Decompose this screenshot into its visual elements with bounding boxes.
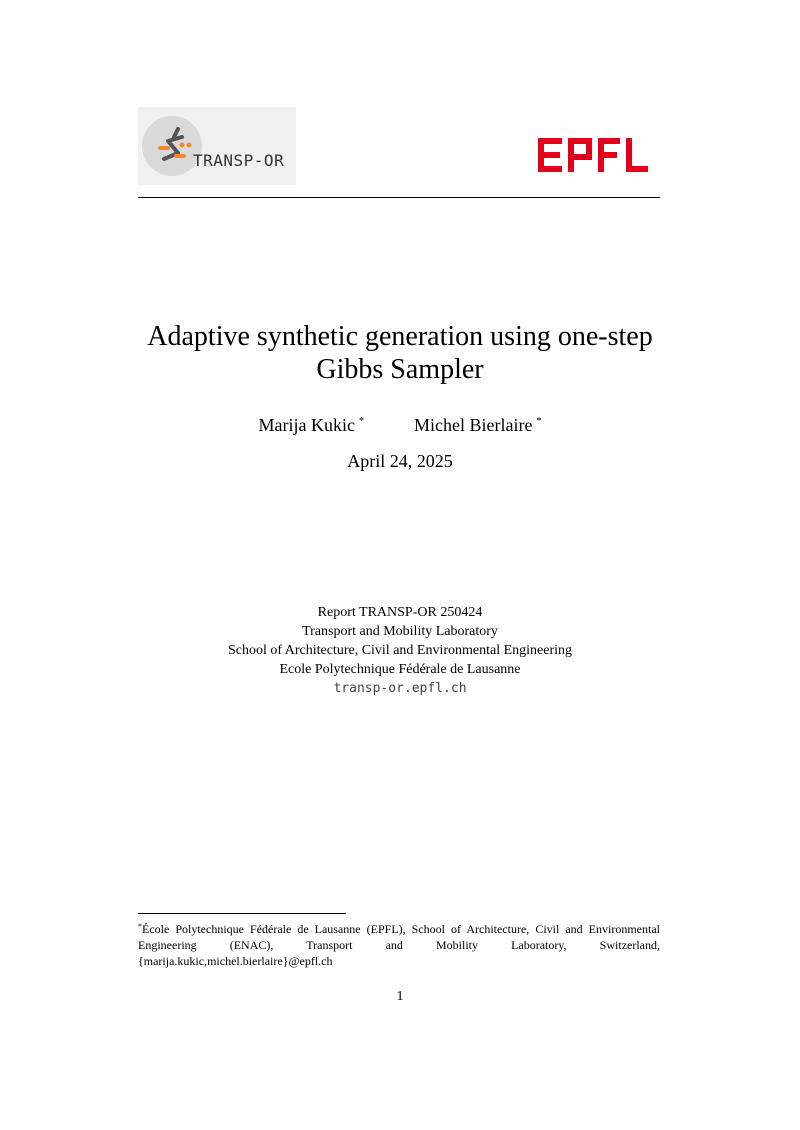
footnote-text: École Polytechnique Fédérale de Lausanne (EPFL), School of Architecture, Civil and Environmental Engineering (ENAC), Transport and Mobility Laboratory, Switzerland, {marija.kukic,michel.bierlaire}@epfl.ch [138, 922, 660, 968]
report-info [100, 603, 700, 698]
report-number: Report TRANSP-OR 250424 [317, 605, 483, 620]
report-institution: Ecole Polytechnique Fédérale de Lausanne [279, 662, 521, 677]
footnote-divider [138, 913, 346, 914]
report-school: School of Architecture, Civil and Environmental Engineering [227, 643, 573, 658]
author-2-footnote-mark: * [536, 416, 542, 427]
epfl-logo [538, 138, 648, 172]
title-line-2: Gibbs Sampler [316, 354, 484, 385]
author-list [100, 410, 700, 437]
header-divider [138, 197, 660, 198]
title-line-1: Adaptive synthetic generation using one-step [147, 321, 653, 352]
author-1-footnote-mark: * [359, 416, 364, 427]
author-2 [414, 410, 541, 437]
paper-title [100, 320, 700, 386]
affiliation-footnote [138, 919, 660, 969]
author-2-name: Michel Bierlaire [414, 415, 533, 435]
author-1 [259, 410, 364, 437]
page-number: 1 [396, 989, 404, 1004]
transp-or-logo-text: TRANSP-OR [193, 151, 285, 170]
transp-or-logo [138, 107, 296, 185]
report-url: transp-or.epfl.ch [333, 681, 467, 696]
author-1-name: Marija Kukic [258, 415, 355, 435]
footnote-mark: * [138, 922, 142, 931]
transp-or-logo-graphic [138, 107, 296, 185]
epfl-logo-graphic [538, 138, 648, 172]
paper-date: April 24, 2025 [347, 451, 453, 471]
report-lab: Transport and Mobility Laboratory [302, 624, 498, 639]
